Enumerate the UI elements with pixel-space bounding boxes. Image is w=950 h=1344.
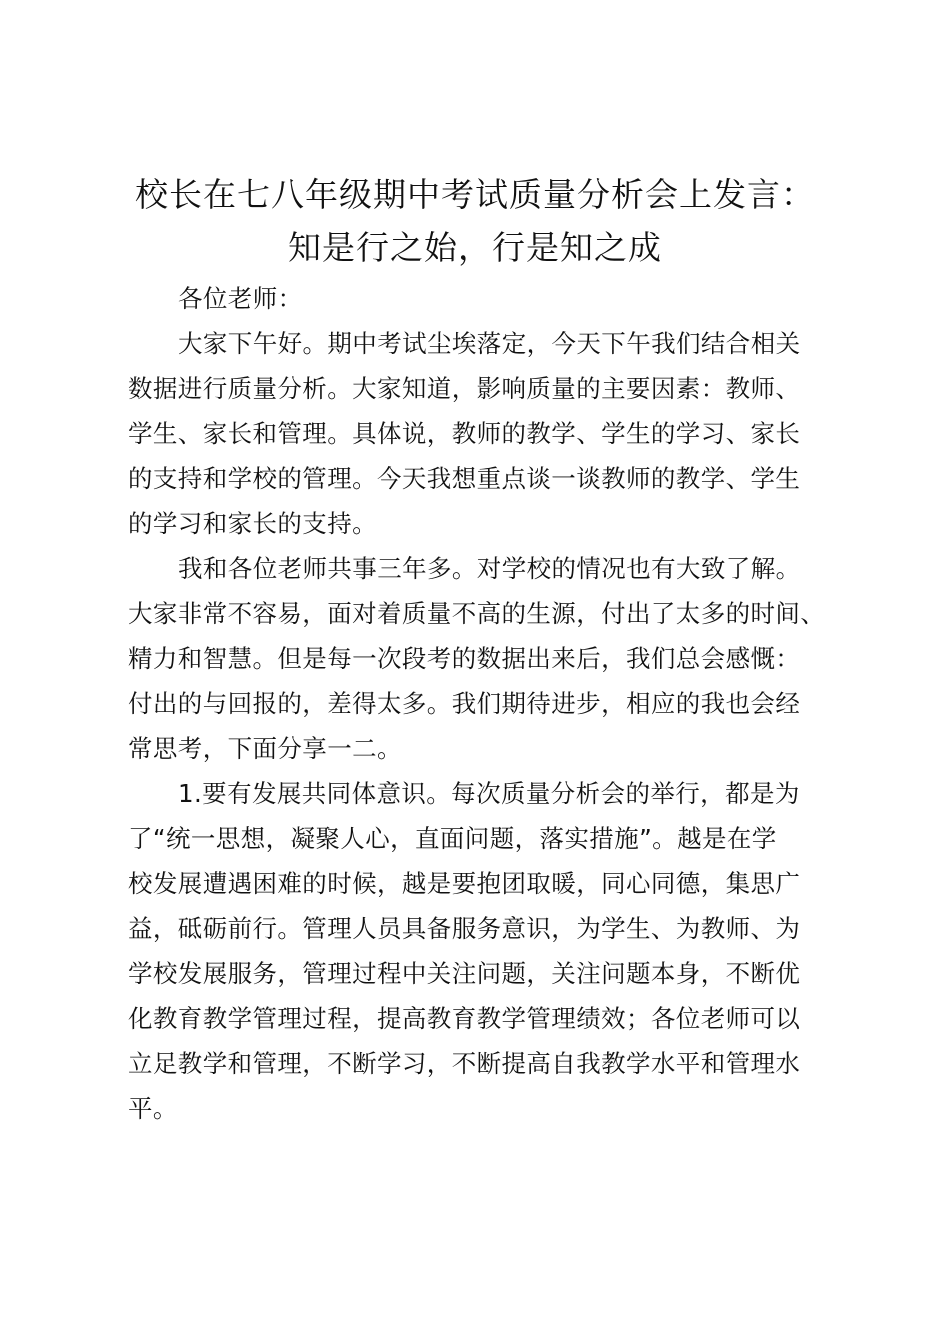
paragraph-line: 益，砥砺前行。管理人员具备服务意识，为学生、为教师、为 [128,914,801,943]
title-line-2: 知是行之始，行是知之成 [288,228,662,267]
paragraph-line: 了“统一思想，凝聚人心，直面问题，落实措施”。越是在学 [128,824,777,853]
paragraph-line: 常思考，下面分享一二。 [128,734,402,763]
title-line-1: 校长在七八年级期中考试质量分析会上发言： [135,175,815,214]
paragraph-line: 的学习和家长的支持。 [128,509,377,538]
paragraph-line: 付出的与回报的，差得太多。我们期待进步，相应的我也会经 [128,689,801,718]
paragraph-line: 大家非常不容易，面对着质量不高的生源，付出了太多的时间、 [128,599,826,628]
paragraph-line: 精力和智慧。但是每一次段考的数据出来后，我们总会感慨： [128,644,801,673]
paragraph-line: 立足教学和管理，不断学习，不断提高自我教学水平和管理水 [128,1049,801,1078]
paragraph-line: 我和各位老师共事三年多。对学校的情况也有大致了解。 [178,554,801,583]
document-title [60,168,890,274]
paragraph-line: 1.要有发展共同体意识。每次质量分析会的举行，都是为 [178,779,800,808]
salutation: 各位老师： [178,284,303,313]
paragraph-line: 数据进行质量分析。大家知道，影响质量的主要因素：教师、 [128,374,801,403]
paragraph-line: 校发展遭遇困难的时候，越是要抱团取暖，同心同德，集思广 [128,869,801,898]
paragraph-line: 学校发展服务，管理过程中关注问题，关注问题本身，不断优 [128,959,801,988]
paragraph-line: 学生、家长和管理。具体说，教师的教学、学生的学习、家长 [128,419,801,448]
paragraph-line: 化教育教学管理过程，提高教育教学管理绩效；各位老师可以 [128,1004,801,1033]
paragraph-line: 大家下午好。期中考试尘埃落定，今天下午我们结合相关 [178,329,801,358]
paragraph-line: 的支持和学校的管理。今天我想重点谈一谈教师的教学、学生 [128,464,801,493]
document-body [128,276,838,1131]
paragraph-line: 平。 [128,1094,178,1123]
